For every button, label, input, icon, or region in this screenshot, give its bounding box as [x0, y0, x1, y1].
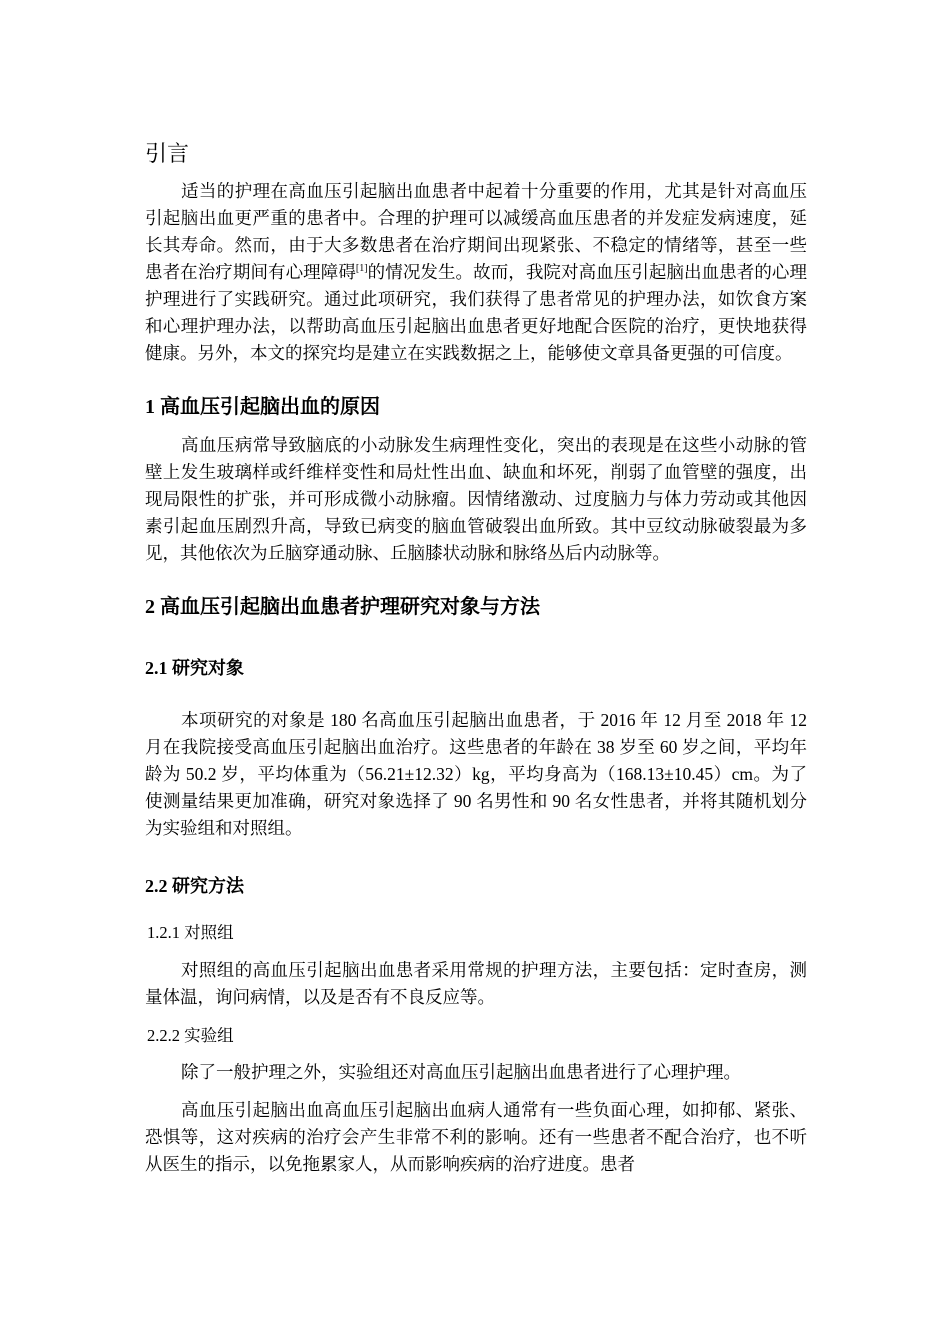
intro-heading: 引言 — [145, 141, 190, 166]
intro-text-part1: 适当的护理在高血压引起脑出血患者中起着十分重要的作用，尤其是针对高血压引起脑出血更严重的患者中。合理的护理可以减缓高血压患者的并发症发病速度，延长其寿命。然而，由于大多数患者在治疗期间出现紧张、不稳定的情绪等，甚至一些患者在治疗期间有心理障碍 — [145, 181, 807, 282]
section2-2-heading: 2.2 研究方法 — [145, 876, 244, 896]
citation-ref: [1] — [355, 263, 368, 274]
intro-paragraph — [145, 178, 807, 367]
experiment-group-heading: 2.2.2 实验组 — [147, 1026, 234, 1045]
document-body — [145, 138, 807, 1178]
section2-1-paragraph: 本项研究的对象是 180 名高血压引起脑出血患者，于 2016 年 12 月至 2018 年 12 月在我院接受高血压引起脑出血治疗。这些患者的年龄在 38 岁至 60 岁之间，平均年龄为 50.2 岁，平均体重为（56.21±12.32）kg，平均身高为（168.13±10.45）cm。为了使测量结果更加准确，研究对象选择了 90 名男性和 90 名女性患者，并将其随机划分为实验组和对照组。 — [145, 710, 807, 838]
section1-paragraph: 高血压病常导致脑底的小动脉发生病理性变化，突出的表现是在这些小动脉的管壁上发生玻璃样或纤维样变性和局灶性出血、缺血和坏死，削弱了血管壁的强度，出现局限性的扩张，并可形成微小动脉瘤。因情绪激动、过度脑力与体力劳动或其他因素引起血压剧烈升高，导致已病变的脑血管破裂出血所致。其中豆纹动脉破裂最为多见，其他依次为丘脑穿通动脉、丘脑膝状动脉和脉络丛后内动脉等。 — [145, 435, 807, 563]
experiment-group-paragraph-1: 除了一般护理之外，实验组还对高血压引起脑出血患者进行了心理护理。 — [181, 1062, 741, 1082]
section1-heading: 1 高血压引起脑出血的原因 — [145, 396, 380, 418]
section2-heading: 2 高血压引起脑出血患者护理研究对象与方法 — [145, 596, 540, 618]
intro-text-part2: 的情况发生。故而，我院对高血压引起脑出血患者的心理护理进行了实践研究。通过此项研究，我们获得了患者常见的护理办法，如饮食方案和心理护理办法，以帮助高血压引起脑出血患者更好地配合医院的治疗，更快地获得健康。另外，本文的探究均是建立在实践数据之上，能够使文章具备更强的可信度。 — [145, 262, 808, 363]
section2-1-heading: 2.1 研究对象 — [145, 658, 244, 678]
experiment-group-paragraph-2: 高血压引起脑出血高血压引起脑出血病人通常有一些负面心理，如抑郁、紧张、恐惧等，这对疾病的治疗会产生非常不利的影响。还有一些患者不配合治疗，也不听从医生的指示，以免拖累家人，从而影响疾病的治疗进度。患者 — [145, 1100, 807, 1174]
control-group-heading: 1.2.1 对照组 — [147, 923, 234, 942]
control-group-paragraph: 对照组的高血压引起脑出血患者采用常规的护理方法，主要包括：定时查房，测量体温，询问病情，以及是否有不良反应等。 — [145, 960, 807, 1007]
